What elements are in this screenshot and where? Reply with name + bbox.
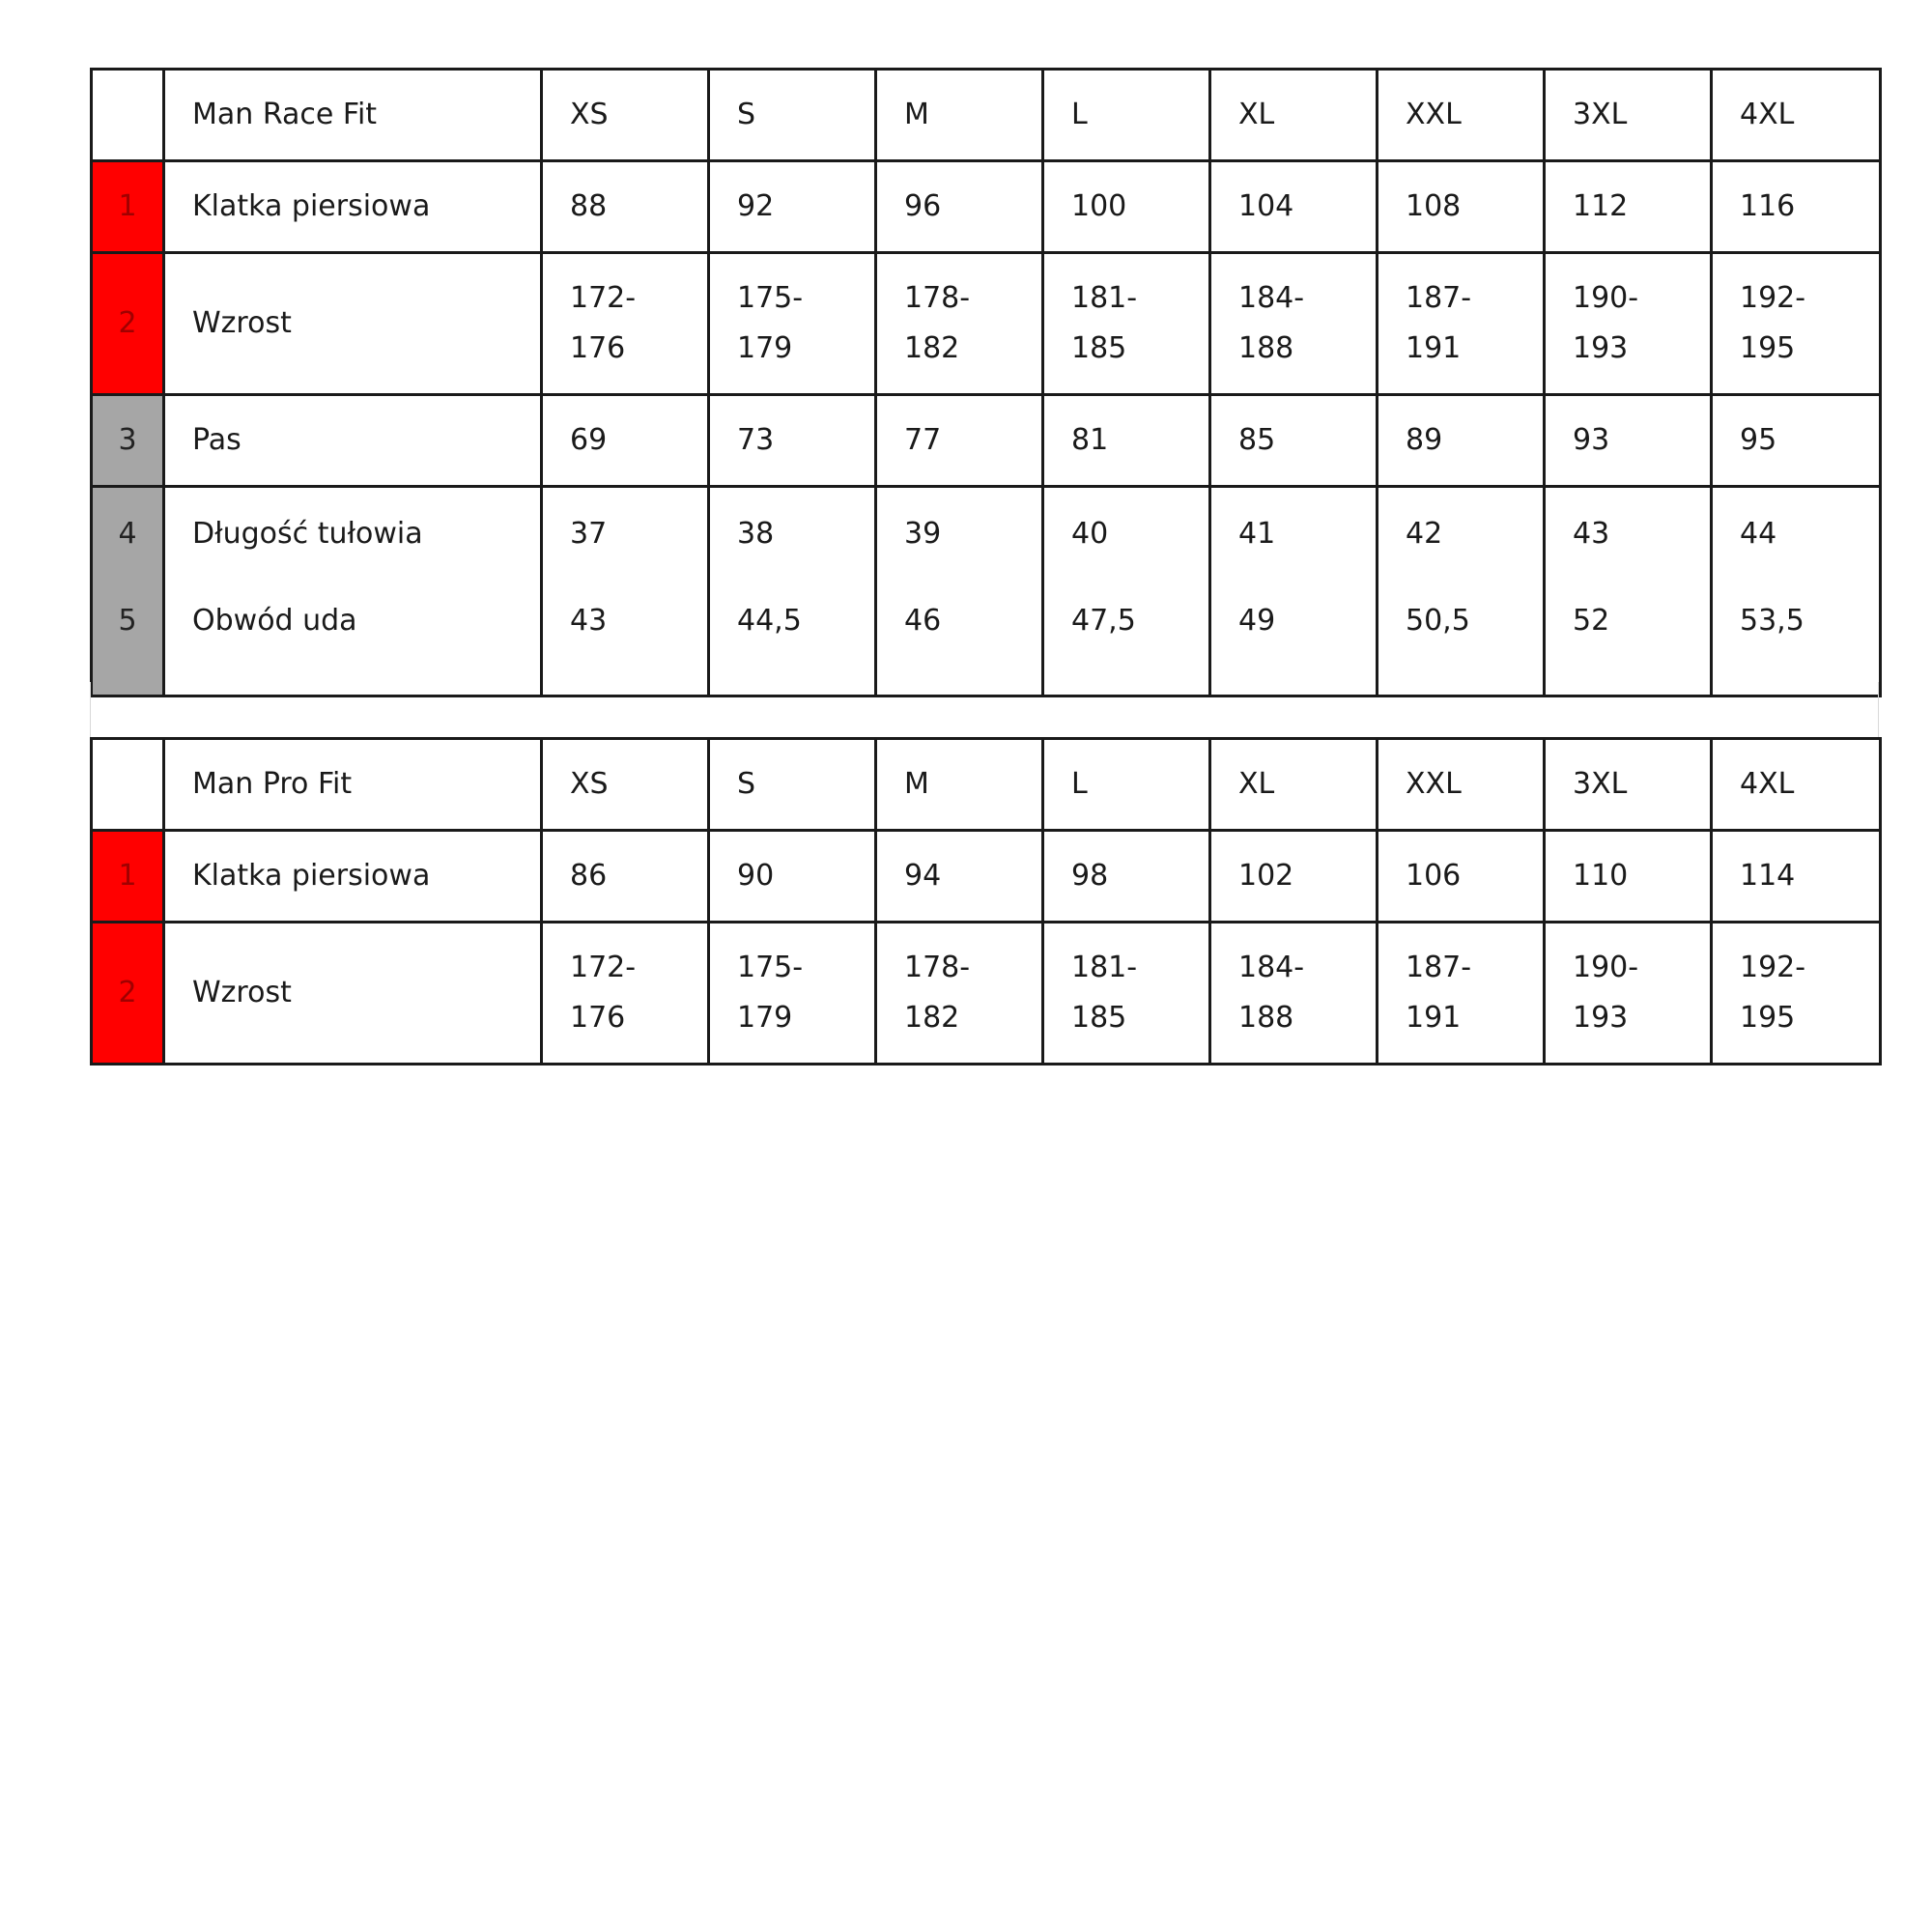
value-cell: 92: [709, 161, 876, 253]
value-cell: [1210, 923, 1378, 1065]
pro-fit-size-table: [90, 737, 1882, 1065]
row-number: 5: [118, 604, 137, 638]
value-cell: 73: [709, 395, 876, 487]
torso-value: 38: [737, 517, 775, 551]
size-header: M: [876, 739, 1043, 831]
value-cell: 90: [709, 831, 876, 923]
size-header: L: [1043, 739, 1210, 831]
range-end: 176: [570, 1001, 626, 1035]
value-cell: [542, 923, 709, 1065]
range-start: 172-: [570, 951, 637, 984]
range-end: 193: [1573, 1001, 1629, 1035]
range-end: 179: [737, 1001, 793, 1035]
value-cell: 77: [876, 395, 1043, 487]
range-start: 192-: [1740, 281, 1806, 315]
range-end: 185: [1071, 1001, 1127, 1035]
corner-cell: [92, 70, 164, 161]
size-header: 4XL: [1712, 739, 1881, 831]
row-number: 4: [118, 517, 137, 551]
value-cell: [542, 253, 709, 395]
table-row: [92, 395, 1881, 487]
thigh-value: 49: [1238, 604, 1276, 638]
value-cell: [1043, 253, 1210, 395]
value-cell: 102: [1210, 831, 1378, 923]
torso-value: 44: [1740, 517, 1777, 551]
range-end: 185: [1071, 331, 1127, 365]
value-cell: [709, 253, 876, 395]
range-end: 176: [570, 331, 626, 365]
table-row: [92, 253, 1881, 395]
size-header: L: [1043, 70, 1210, 161]
table-header-row: [92, 739, 1881, 831]
row-number: 1: [92, 161, 164, 253]
value-cell: [1210, 253, 1378, 395]
torso-value: 37: [570, 517, 608, 551]
value-cell: [876, 923, 1043, 1065]
value-cell: [1712, 487, 1881, 696]
size-header: XS: [542, 739, 709, 831]
range-end: 188: [1238, 1001, 1294, 1035]
table-row: [92, 923, 1881, 1065]
range-end: 182: [904, 331, 960, 365]
corner-cell: [92, 739, 164, 831]
value-cell: [876, 253, 1043, 395]
size-header: XL: [1210, 739, 1378, 831]
value-cell: 108: [1378, 161, 1545, 253]
value-cell: 100: [1043, 161, 1210, 253]
value-cell: [709, 487, 876, 696]
row-number: 1: [92, 831, 164, 923]
value-cell: [1043, 923, 1210, 1065]
thigh-value: 53,5: [1740, 604, 1804, 638]
range-start: 181-: [1071, 951, 1138, 984]
torso-value: 42: [1406, 517, 1443, 551]
row-label-pair: [164, 487, 542, 696]
row-label: Klatka piersiowa: [164, 161, 542, 253]
torso-value: 39: [904, 517, 942, 551]
value-cell: [1545, 487, 1712, 696]
thigh-value: 44,5: [737, 604, 802, 638]
size-header: M: [876, 70, 1043, 161]
table-row: [92, 161, 1881, 253]
range-end: 191: [1406, 1001, 1462, 1035]
value-cell: [1712, 253, 1881, 395]
table-title: Man Race Fit: [164, 70, 542, 161]
range-start: 178-: [904, 281, 971, 315]
value-cell: 88: [542, 161, 709, 253]
range-start: 175-: [737, 281, 804, 315]
row-label: Pas: [164, 395, 542, 487]
table-title: Man Pro Fit: [164, 739, 542, 831]
range-end: 191: [1406, 331, 1462, 365]
value-cell: 69: [542, 395, 709, 487]
value-cell: 104: [1210, 161, 1378, 253]
value-cell: [1712, 923, 1881, 1065]
value-cell: [542, 487, 709, 696]
value-cell: 95: [1712, 395, 1881, 487]
value-cell: 94: [876, 831, 1043, 923]
range-start: 187-: [1406, 281, 1472, 315]
table-header-row: [92, 70, 1881, 161]
torso-value: 40: [1071, 517, 1109, 551]
value-cell: [1378, 487, 1545, 696]
range-end: 193: [1573, 331, 1629, 365]
value-cell: [709, 923, 876, 1065]
row-label: Długość tułowia: [192, 517, 423, 551]
thigh-value: 46: [904, 604, 942, 638]
table-gap: [90, 682, 1879, 737]
value-cell: 116: [1712, 161, 1881, 253]
size-header: XXL: [1378, 739, 1545, 831]
range-start: 187-: [1406, 951, 1472, 984]
size-header: XXL: [1378, 70, 1545, 161]
value-cell: 89: [1378, 395, 1545, 487]
range-end: 188: [1238, 331, 1294, 365]
thigh-value: 52: [1573, 604, 1610, 638]
race-fit-size-table: [90, 68, 1882, 697]
size-header: 4XL: [1712, 70, 1881, 161]
row-number: 2: [92, 923, 164, 1065]
row-label: Wzrost: [164, 923, 542, 1065]
range-start: 184-: [1238, 281, 1305, 315]
value-cell: 110: [1545, 831, 1712, 923]
value-cell: 86: [542, 831, 709, 923]
size-header: 3XL: [1545, 70, 1712, 161]
torso-value: 43: [1573, 517, 1610, 551]
row-label: Wzrost: [164, 253, 542, 395]
range-end: 195: [1740, 1001, 1796, 1035]
range-start: 192-: [1740, 951, 1806, 984]
value-cell: [876, 487, 1043, 696]
thigh-value: 47,5: [1071, 604, 1136, 638]
range-start: 190-: [1573, 951, 1639, 984]
value-cell: 106: [1378, 831, 1545, 923]
value-cell: [1545, 923, 1712, 1065]
value-cell: [1378, 923, 1545, 1065]
value-cell: 93: [1545, 395, 1712, 487]
thigh-value: 43: [570, 604, 608, 638]
value-cell: 112: [1545, 161, 1712, 253]
value-cell: 96: [876, 161, 1043, 253]
range-start: 178-: [904, 951, 971, 984]
value-cell: 114: [1712, 831, 1881, 923]
range-end: 179: [737, 331, 793, 365]
range-end: 182: [904, 1001, 960, 1035]
value-cell: 81: [1043, 395, 1210, 487]
range-start: 181-: [1071, 281, 1138, 315]
size-header: XL: [1210, 70, 1378, 161]
row-label: Klatka piersiowa: [164, 831, 542, 923]
row-number-pair: [92, 487, 164, 696]
value-cell: [1378, 253, 1545, 395]
range-start: 175-: [737, 951, 804, 984]
range-start: 184-: [1238, 951, 1305, 984]
size-header: S: [709, 70, 876, 161]
range-end: 195: [1740, 331, 1796, 365]
row-number: 2: [92, 253, 164, 395]
size-header: 3XL: [1545, 739, 1712, 831]
range-start: 172-: [570, 281, 637, 315]
range-start: 190-: [1573, 281, 1639, 315]
value-cell: [1210, 487, 1378, 696]
table-row: [92, 487, 1881, 696]
row-label: Obwód uda: [192, 604, 357, 638]
value-cell: [1043, 487, 1210, 696]
table-row: [92, 831, 1881, 923]
value-cell: [1545, 253, 1712, 395]
value-cell: 98: [1043, 831, 1210, 923]
torso-value: 41: [1238, 517, 1276, 551]
size-header: S: [709, 739, 876, 831]
thigh-value: 50,5: [1406, 604, 1470, 638]
value-cell: 85: [1210, 395, 1378, 487]
size-header: XS: [542, 70, 709, 161]
row-number: 3: [92, 395, 164, 487]
